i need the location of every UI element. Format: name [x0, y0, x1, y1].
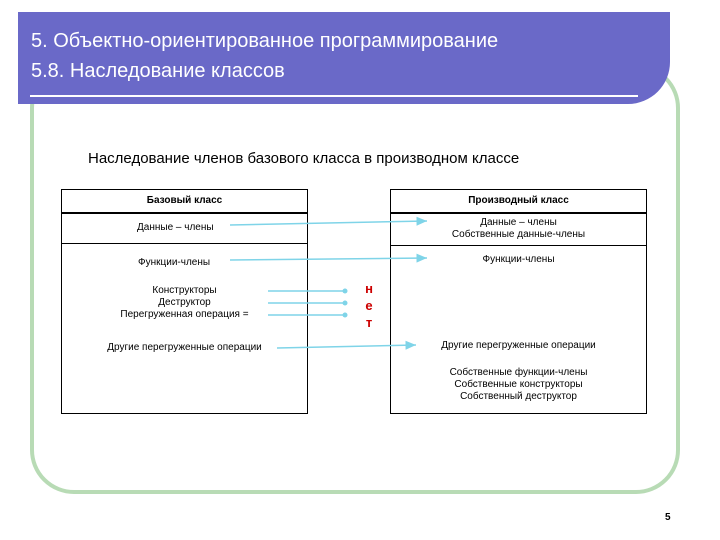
derived-class-header: Производный класс — [391, 190, 646, 214]
base-destructor: Деструктор — [158, 297, 211, 308]
derived-functions: Функции-члены — [482, 254, 555, 265]
diagram-subtitle: Наследование членов базового класса в производном классе — [88, 150, 520, 167]
page-number: 5 — [665, 512, 671, 523]
base-other-ops: Другие перегруженные операции — [107, 342, 262, 353]
arrow-functions — [230, 258, 427, 260]
derived-own-destructor: Собственный деструктор — [460, 391, 577, 402]
base-functions: Функции-члены — [138, 257, 211, 268]
base-constructors: Конструкторы — [152, 285, 217, 296]
base-assignment-op: Перегруженная операция = — [120, 309, 249, 320]
not-inherited-label — [362, 280, 376, 331]
not-inherited-letter-1: н — [365, 281, 373, 296]
not-inherited-letter-3: т — [365, 315, 373, 330]
derived-inherited-data: Данные – члены — [480, 217, 557, 228]
arrow-data-members — [230, 221, 427, 225]
derived-own-data: Собственные данные-члены — [451, 229, 586, 240]
title-line-1: 5. Объектно-ориентированное программирование — [31, 30, 499, 52]
derived-other-ops: Другие перегруженные операции — [441, 340, 596, 351]
base-data-members: Данные – члены — [137, 222, 214, 233]
derived-own-functions: Собственные функции-члены — [449, 367, 588, 378]
stop-dot-destructor — [343, 301, 348, 306]
title-line-2: 5.8. Наследование классов — [31, 60, 285, 82]
stop-dot-assignment-op — [343, 313, 348, 318]
derived-own-constructors: Собственные конструкторы — [454, 379, 583, 390]
base-class-header: Базовый класс — [62, 190, 307, 214]
stop-dot-constructors — [343, 289, 348, 294]
arrow-other-ops — [277, 345, 416, 348]
not-inherited-letter-2: е — [365, 298, 373, 313]
